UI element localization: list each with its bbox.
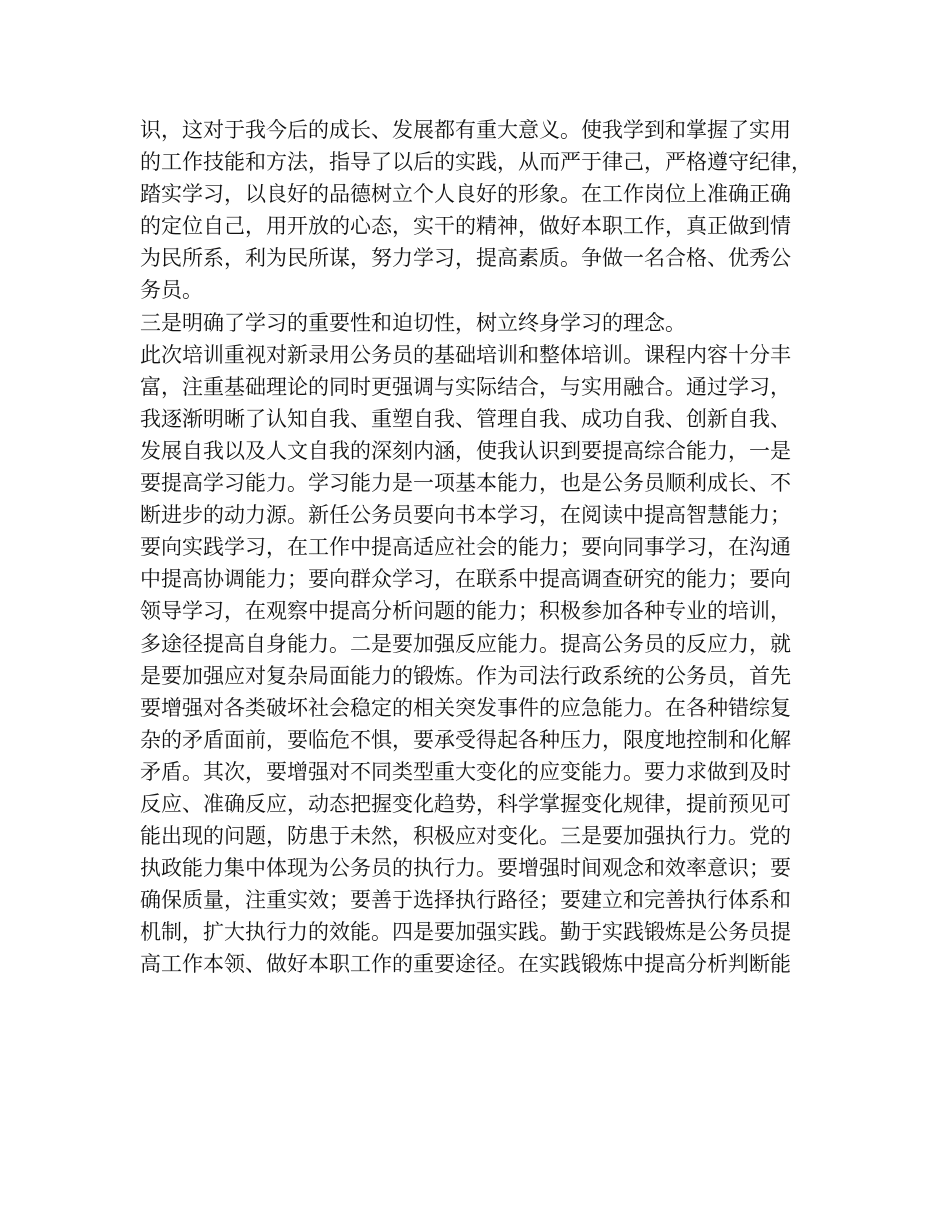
text-line: 要提高学习能力。学习能力是一项基本能力，也是公务员顺利成长、不 — [140, 471, 791, 496]
text-line: 此次培训重视对新录用公务员的基础培训和整体培训。课程内容十分丰 — [140, 342, 791, 367]
text-line: 的定位自己，用开放的心态，实干的精神，做好本职工作，真正做到情 — [140, 214, 791, 239]
text-line: 要增强对各类破坏社会稳定的相关突发事件的应急能力。在各种错综复 — [140, 695, 791, 720]
text-line: 矛盾。其次，要增强对不同类型重大变化的应变能力。要力求做到及时 — [140, 759, 791, 784]
section-heading: 三是明确了学习的重要性和迫切性，树立终身学习的理念。 — [140, 310, 686, 335]
text-line: 确保质量，注重实效；要善于选择执行路径；要建立和完善执行体系和 — [140, 888, 791, 913]
text-line: 富，注重基础理论的同时更强调与实际结合，与实用融合。通过学习， — [140, 374, 791, 399]
text-line: 识，这对于我今后的成长、发展都有重大意义。使我学到和掌握了实用 — [140, 118, 791, 142]
text-line: 踏实学习，以良好的品德树立个人良好的形象。在工作岗位上准确正确 — [140, 182, 791, 207]
text-line: 反应、准确反应，动态把握变化趋势，科学掌握变化规律，提前预见可 — [140, 791, 791, 816]
text-line: 执政能力集中体现为公务员的执行力。要增强时间观念和效率意识；要 — [140, 856, 791, 881]
text-line: 机制，扩大执行力的效能。四是要加强实践。勤于实践锻炼是公务员提 — [140, 920, 791, 945]
text-line: 务员。 — [140, 278, 203, 303]
text-line: 为民所系，利为民所谋，努力学习，提高素质。争做一名合格、优秀公 — [140, 246, 791, 271]
text-line: 高工作本领、做好本职工作的重要途径。在实践锻炼中提高分析判断能 — [140, 952, 791, 977]
text-line: 中提高协调能力；要向群众学习，在联系中提高调查研究的能力；要向 — [140, 567, 791, 592]
text-line: 的工作技能和方法，指导了以后的实践，从而严于律己，严格遵守纪律， — [140, 150, 812, 175]
text-line: 我逐渐明晰了认知自我、重塑自我、管理自我、成功自我、创新自我、 — [140, 406, 791, 431]
text-line: 发展自我以及人文自我的深刻内涵，使我认识到要提高综合能力，一是 — [140, 438, 791, 463]
text-line: 领导学习，在观察中提高分析问题的能力；积极参加各种专业的培训， — [140, 599, 791, 624]
text-line: 杂的矛盾面前，要临危不惧，要承受得起各种压力，限度地控制和化解 — [140, 727, 791, 752]
text-line: 是要加强应对复杂局面能力的锻炼。作为司法行政系统的公务员，首先 — [140, 663, 791, 688]
document-body — [140, 114, 820, 981]
text-line: 能出现的问题，防患于未然，积极应对变化。三是要加强执行力。党的 — [140, 824, 791, 849]
text-line: 要向实践学习，在工作中提高适应社会的能力；要向同事学习，在沟通 — [140, 535, 791, 560]
text-line: 多途径提高自身能力。二是要加强反应能力。提高公务员的反应力，就 — [140, 631, 791, 656]
text-line: 断进步的动力源。新任公务员要向书本学习，在阅读中提高智慧能力； — [140, 503, 791, 528]
